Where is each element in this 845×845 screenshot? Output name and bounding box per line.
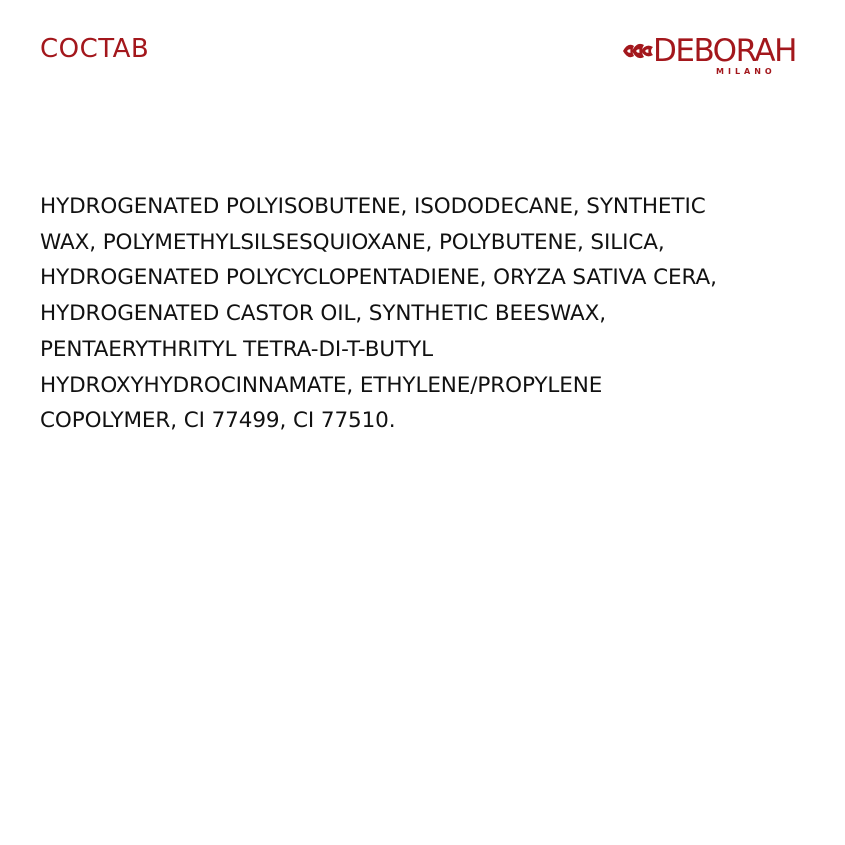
brand-subtitle: MILANO — [716, 67, 776, 76]
ingredients-line: COPOLYMER, CI 77499, CI 77510. — [40, 408, 396, 434]
ingredients-list — [40, 189, 810, 439]
ingredients-line: HYDROGENATED POLYCYCLOPENTADIENE, ORYZA SATIVA CERA, — [40, 265, 717, 291]
ingredients-line: HYDROGENATED CASTOR OIL, SYNTHETIC BEESWAX, — [40, 301, 606, 327]
deborah-leaf-logo-icon — [620, 38, 654, 64]
ingredients-line: HYDROXYHYDROCINNAMATE, ETHYLENE/PROPYLENE — [40, 372, 603, 398]
brand-name: DEBORAH — [653, 33, 796, 69]
ingredients-line: PENTAERYTHRITYL TETRA-DI-T-BUTYL — [40, 336, 434, 362]
page-title: COCTAB — [40, 34, 150, 64]
ingredients-line: WAX, POLYMETHYLSILSESQUIOXANE, POLYBUTENE, SILICA, — [40, 229, 665, 255]
brand-logo — [620, 32, 815, 82]
ingredients-line: HYDROGENATED POLYISOBUTENE, ISODODECANE, SYNTHETIC — [40, 194, 706, 219]
